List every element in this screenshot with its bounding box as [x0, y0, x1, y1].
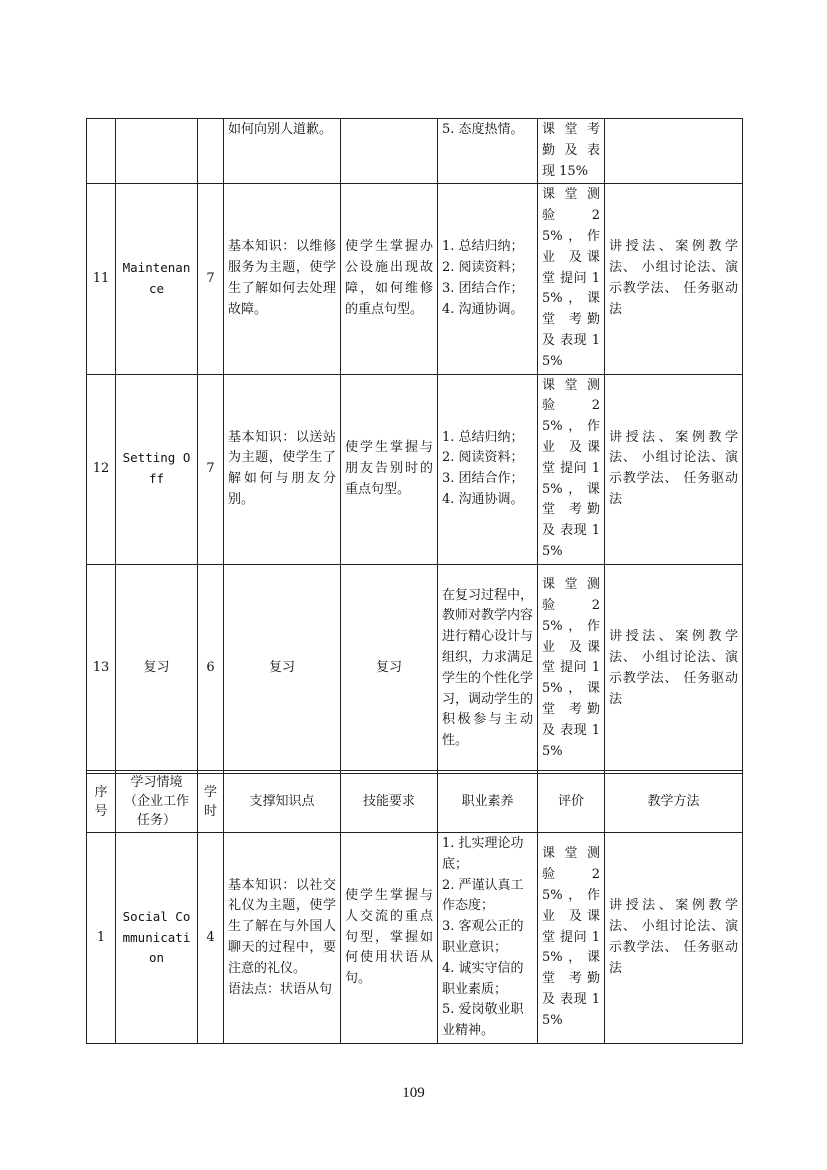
cell-skill [341, 119, 438, 184]
cell-hours: 7 [198, 374, 224, 564]
cell-situation [116, 119, 198, 184]
cell-support: 基本知识：以社交礼仪为主题，使学生了解在与外国人聊天的过程中，要注意的礼仪。 语法点：状语从句 [224, 833, 341, 1044]
cell-support: 基本知识：以送站为主题，使学生了解如何与朋友分别。 [224, 374, 341, 564]
cell-no: 1 [87, 833, 116, 1044]
cell-situation: 复习 [116, 564, 198, 773]
cell-evaluation: 课 堂 测验 25%，作 业 及课 堂 提问 15%，课 堂 考勤 及 表现 15% [538, 374, 605, 564]
cell-hours: 6 [198, 564, 224, 773]
table-row [87, 564, 743, 773]
cell-method: 讲授法、案例教学法、 小组讨论法、演示教学法、 任务驱动法 [605, 833, 743, 1044]
cell-situation: Social Communication [116, 833, 198, 1044]
cell-support: 复习 [224, 564, 341, 773]
cell-method: 讲授法、案例教学法、 小组讨论法、演示教学法、 任务驱动法 [605, 564, 743, 773]
header-skill: 技能要求 [341, 771, 438, 833]
cell-evaluation: 课 堂 测验 25%，作 业 及课 堂 提问 15%，课 堂 考勤 及 表现 15% [538, 833, 605, 1044]
table-row [87, 184, 743, 374]
cell-no: 12 [87, 374, 116, 564]
cell-evaluation: 课 堂 考勤 及 表现 15% [538, 119, 605, 184]
header-situation: 学习情境（企业工作任务） [116, 771, 198, 833]
cell-situation: Setting Off [116, 374, 198, 564]
table-row [87, 119, 743, 184]
header-method: 教学方法 [605, 771, 743, 833]
table-row [87, 833, 743, 1044]
cell-situation: Maintenance [116, 184, 198, 374]
cell-quality: 在复习过程中，教师对教学内容进行精心设计与组织，力求满足学生的个性化学习，调动学生的积极参与主动性。 [438, 564, 538, 773]
cell-method [605, 119, 743, 184]
header-quality: 职业素养 [438, 771, 538, 833]
cell-method: 讲授法、案例教学法、 小组讨论法、演示教学法、 任务驱动法 [605, 374, 743, 564]
page-number: 109 [402, 1085, 425, 1101]
cell-quality: 5. 态度热情。 [438, 119, 538, 184]
cell-skill: 复习 [341, 564, 438, 773]
cell-evaluation: 课 堂 测验 25%，作 业 及课 堂 提问 15%，课 堂 考勤 及 表现 15% [538, 564, 605, 773]
cell-support: 基本知识：以维修服务为主题，使学生了解如何去处理故障。 [224, 184, 341, 374]
cell-method: 讲授法、案例教学法、 小组讨论法、演示教学法、 任务驱动法 [605, 184, 743, 374]
cell-no: 13 [87, 564, 116, 773]
cell-skill: 使学生掌握与朋友告别时的重点句型。 [341, 374, 438, 564]
table-header-row [87, 771, 743, 833]
cell-hours: 7 [198, 184, 224, 374]
curriculum-table-continued [86, 118, 743, 774]
cell-support: 如何向别人道歉。 [224, 119, 341, 184]
curriculum-table [86, 770, 743, 1044]
cell-hours [198, 119, 224, 184]
cell-hours: 4 [198, 833, 224, 1044]
header-hours: 学时 [198, 771, 224, 833]
table-row [87, 374, 743, 564]
cell-skill: 使学生掌握办公设施出现故障，如何维修的重点句型。 [341, 184, 438, 374]
cell-no: 11 [87, 184, 116, 374]
cell-skill: 使学生掌握与人交流的重点句型，掌握如何使用状语从句。 [341, 833, 438, 1044]
cell-evaluation: 课 堂 测验 25%，作 业 及课 堂 提问 15%，课 堂 考勤 及 表现 15% [538, 184, 605, 374]
header-no: 序号 [87, 771, 116, 833]
cell-no [87, 119, 116, 184]
cell-quality: 1. 总结归纳； 2. 阅读资料； 3. 团结合作； 4. 沟通协调。 [438, 184, 538, 374]
header-support: 支撑知识点 [224, 771, 341, 833]
cell-quality: 1. 扎实理论功底； 2. 严谨认真工作态度； 3. 客观公正的职业意识； 4. 诚实守信的职业素质； 5. 爱岗敬业职业精神。 [438, 833, 538, 1044]
cell-quality: 1. 总结归纳； 2. 阅读资料； 3. 团结合作； 4. 沟通协调。 [438, 374, 538, 564]
header-evaluation: 评价 [538, 771, 605, 833]
